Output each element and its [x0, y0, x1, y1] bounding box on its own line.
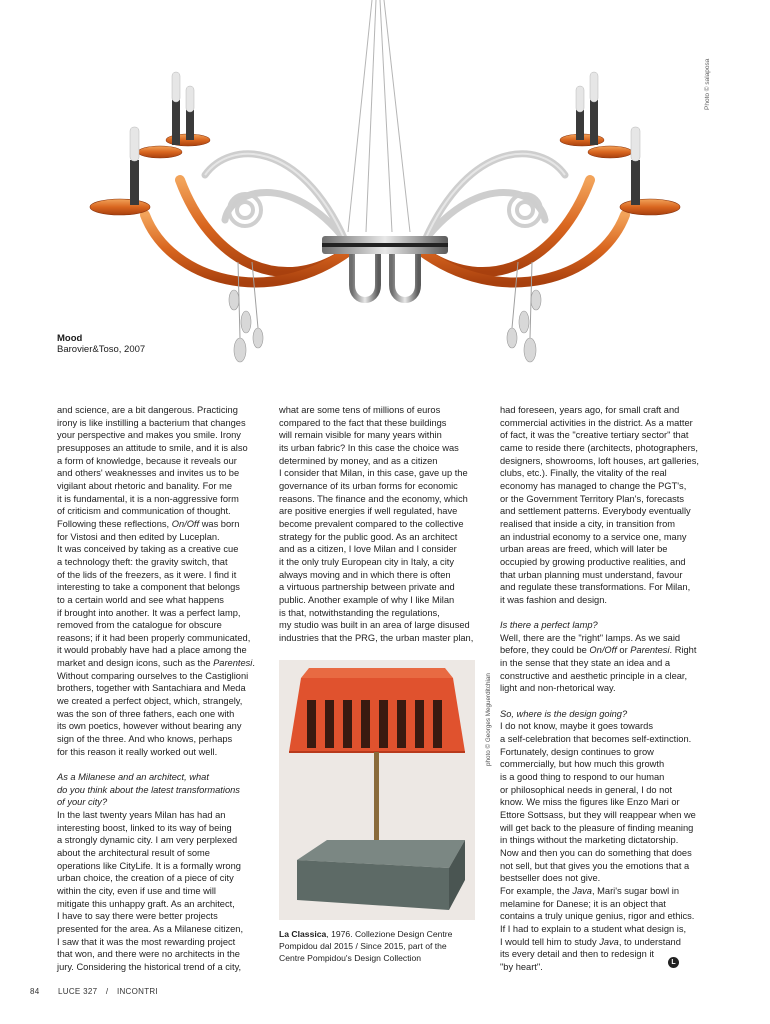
text-line: Now and then you can do something that does	[500, 847, 692, 858]
text-line: that won, and there were no architects in the	[57, 949, 240, 960]
text-line: designers, showrooms, loft houses, art galleries,	[500, 455, 699, 466]
footer-separator: /	[105, 987, 109, 996]
text-line: of fact, it was the "creative tertiary sector" that	[500, 430, 689, 441]
text-line: it the only truly European city in Italy, a city	[279, 556, 454, 567]
page-footer	[30, 987, 164, 996]
article-column-1	[57, 404, 267, 974]
text-line: interesting to take a component that belongs	[57, 582, 240, 593]
text-line: its urban fabric? In this case the choice was	[279, 442, 459, 453]
text-line: constructive and aesthetic principle in a clear,	[500, 670, 688, 681]
text-line: not sell, but that gives you the emotions that a	[500, 860, 690, 871]
text-line: for Vistosi and then edited by Luceplan.	[57, 531, 220, 542]
text-line: a strongly dynamic city. I am very perplexed	[57, 835, 238, 846]
text-line: Fortunately, design continues to grow	[500, 746, 654, 757]
article-column-3	[500, 404, 720, 974]
text-line: removed from the catalogue for obscure	[57, 620, 222, 631]
chandelier-caption	[57, 333, 145, 355]
text-line: brothers, together with Santachiara and Meda	[57, 683, 246, 694]
text-line: was the son of three fathers, each one with	[57, 708, 235, 719]
text-line: I would tell him to study Java, to understand	[500, 936, 681, 947]
text-line: As a Milanese and an architect, what	[57, 772, 209, 783]
text-line: before, they could be On/Off or Parentesi. Right	[500, 645, 697, 656]
text-line: a form of knowledge, because it reveals our	[57, 455, 237, 466]
text-line: industries that the PRG, the urban master plan,	[279, 632, 474, 643]
text-line: governance of its urban forms for economic	[279, 480, 458, 491]
text-line: my studio was built in an area of large disused	[279, 620, 470, 631]
lamp-caption-line-2: Pompidou dal 2015 / Since 2015, part of the	[279, 941, 447, 951]
lamp-caption-text: , 1976. Collezione Design Centre	[326, 929, 453, 939]
text-line: clubs, etc.). Finally, the vitality of the real	[500, 468, 667, 479]
text-line: Is there a perfect lamp?	[500, 620, 598, 631]
text-line: or the Government Territory Plan's, forecasts	[500, 493, 684, 504]
text-line: in the sense that they state an idea and a	[500, 658, 671, 669]
article-column-2	[279, 404, 489, 644]
text-line: do you think about the latest transformations	[57, 784, 240, 795]
text-line: market and design icons, such as the Parentesi.	[57, 658, 255, 669]
text-line: melamine for Danese; it is an object that	[500, 898, 666, 909]
text-line: its every detail and then to redesign it	[500, 949, 655, 960]
text-line: will remain visible for many years within	[279, 430, 442, 441]
text-line	[500, 695, 720, 708]
text-line: it was fashion and design.	[500, 594, 607, 605]
text-line: is that, notwithstanding the regulations,	[279, 607, 440, 618]
text-line: vigilant about rhetoric and banality. For me	[57, 480, 233, 491]
text-line: Ettore Sottsass, but they will reappear when we	[500, 809, 696, 820]
la-classica-lamp-photo	[279, 660, 475, 920]
magazine-issue: LUCE 327	[58, 987, 98, 996]
text-line: urban areas are freed, which will later be	[500, 544, 668, 555]
text-line: an industrial economy to a service one, many	[500, 531, 687, 542]
text-line: jury. Considering the historical trend of a city,	[57, 961, 242, 972]
text-line: a self-celebration that becomes self-extinction.	[500, 734, 692, 745]
text-line: reasons. The finance and the economy, which	[279, 493, 468, 504]
chandelier-photo-credit: Photo © salaposa	[704, 58, 711, 110]
text-line: mitigate this unhappy graft. As an architect,	[57, 898, 235, 909]
text-line: Following these reflections, On/Off was born	[57, 518, 240, 529]
text-line: commercial activities in the district. As a matter	[500, 417, 693, 428]
text-line: and as a citizen, I love Milan and I consider	[279, 544, 457, 555]
text-line: presupposes an attitude to smile, and it is also	[57, 442, 248, 453]
text-line: presented for the area. As a Milanese citizen,	[57, 923, 244, 934]
text-line: it is fundamental, it is a non-aggressive form	[57, 493, 239, 504]
end-of-article-icon: L	[668, 957, 679, 968]
text-line	[500, 607, 720, 620]
text-line: of the lids of the freezers, as it were. I find it	[57, 569, 237, 580]
text-line: irony is like instilling a bacterium that changes	[57, 417, 246, 428]
text-line: sign of the three. And who knows, perhaps	[57, 734, 233, 745]
text-line: reasons; if it had been properly communicated,	[57, 632, 251, 643]
text-line: what are some tens of millions of euros	[279, 405, 441, 415]
text-line: light and non-rhetorical way.	[500, 683, 616, 694]
text-line: for this reason it really worked out well.	[57, 746, 218, 757]
text-line: within the city, even if use and time will	[57, 885, 216, 896]
text-line: about the architectural result of some	[57, 847, 210, 858]
text-line: its own poetics, however without bearing any	[57, 721, 242, 732]
text-line: It was conceived by taking as a creative cue	[57, 544, 239, 555]
caption-subtitle: Barovier&Toso, 2007	[57, 344, 146, 355]
text-line: and science, are a bit dangerous. Practicing	[57, 405, 238, 415]
text-line: and settlement patterns. Everybody eventually	[500, 506, 691, 517]
text-line: I saw that it was the most rewarding project	[57, 936, 236, 947]
text-line: is a good thing to respond to our human	[500, 772, 665, 782]
lamp-photo-credit: photo © Georges Meguerditchian	[485, 673, 492, 766]
text-line: know. We miss the figures like Enzo Mari or	[500, 797, 680, 808]
lamp-caption-title: La Classica	[279, 929, 327, 939]
text-line: Without comparing ourselves to the Castiglioni	[57, 670, 249, 681]
text-line: came to reside there (architects, photographers,	[500, 442, 698, 453]
text-line: your perspective and makes you smile. Irony	[57, 430, 241, 441]
text-line: occupied by growing productive realities, and	[500, 556, 686, 567]
text-line: determined by money, and as a citizen	[279, 455, 438, 466]
section-name: INCONTRI	[116, 987, 159, 996]
text-line: we created a perfect object, which, strangely,	[57, 696, 243, 707]
text-line: it would probably have had a place among the	[57, 645, 247, 656]
text-line: of your city?	[57, 797, 108, 808]
text-line: So, where is the design going?	[500, 708, 628, 719]
text-line: or philosophical needs in general, I do not	[500, 784, 673, 795]
text-line: public. Another example of why I like Milan	[279, 594, 455, 605]
text-line: Well, there are the "right" lamps. As we said	[500, 632, 681, 643]
text-line: "by heart".	[500, 961, 543, 972]
lamp-caption	[279, 928, 479, 964]
text-line: For example, the Java, Mari's sugar bowl in	[500, 885, 680, 896]
text-line: commercially, but how much this growth	[500, 759, 665, 770]
text-line: to a certain world and see what happens	[57, 594, 224, 605]
text-line: will get back to the pleasure of finding meaning	[500, 822, 694, 833]
text-line: contains a truly unique genius, rigor and ethics.	[500, 911, 695, 922]
text-line: that urban planning must understand, favour	[500, 569, 683, 580]
caption-title: Mood	[57, 333, 83, 344]
text-line: in things without the marketing dictatorship.	[500, 835, 679, 846]
lamp-caption-line-3: Centre Pompidou's Design Collection	[279, 953, 422, 963]
text-line: realised that inside a city, in transition from	[500, 518, 675, 529]
text-line	[57, 758, 267, 771]
chandelier-photo	[0, 0, 770, 380]
text-line: operations like CityLife. It is a formally wrong	[57, 860, 241, 871]
text-line: a virtuous partnership between private and	[279, 582, 455, 593]
text-line: always moving and in which there is often	[279, 569, 451, 580]
text-line: urban choice, the creation of a piece of city	[57, 873, 234, 884]
text-line: and regulate these transformations. For Milan,	[500, 582, 691, 593]
text-line: and others' weaknesses and invites us to be	[57, 468, 240, 479]
text-line: had foreseen, years ago, for small craft and	[500, 405, 680, 415]
text-line: economy has managed to change the PGT's,	[500, 480, 687, 491]
text-line: strategy for the public good. As an architect	[279, 531, 458, 542]
text-line: If I had to explain to a student what design is,	[500, 923, 687, 934]
text-line: are positive energies if well regulated, have	[279, 506, 458, 517]
text-line: bestseller does not give.	[500, 873, 601, 884]
text-line: a technology theft: the gravity switch, that	[57, 556, 228, 567]
text-line: I do not know, maybe it goes towards	[500, 721, 653, 732]
text-line: I consider that Milan, in this case, gave up the	[279, 468, 468, 479]
text-line: I have to say there were better projects	[57, 911, 218, 922]
text-line: In the last twenty years Milan has had an	[57, 809, 226, 820]
text-line: interesting boost, linked to its way of being	[57, 822, 232, 833]
text-line: if brought into another. It was a perfect lamp,	[57, 607, 241, 618]
page-number: 84	[30, 987, 40, 996]
text-line: compared to the fact that these buildings	[279, 417, 447, 428]
text-line: become prevalent compared to the collective	[279, 518, 464, 529]
text-line: of criticism and communication of thought.	[57, 506, 231, 517]
